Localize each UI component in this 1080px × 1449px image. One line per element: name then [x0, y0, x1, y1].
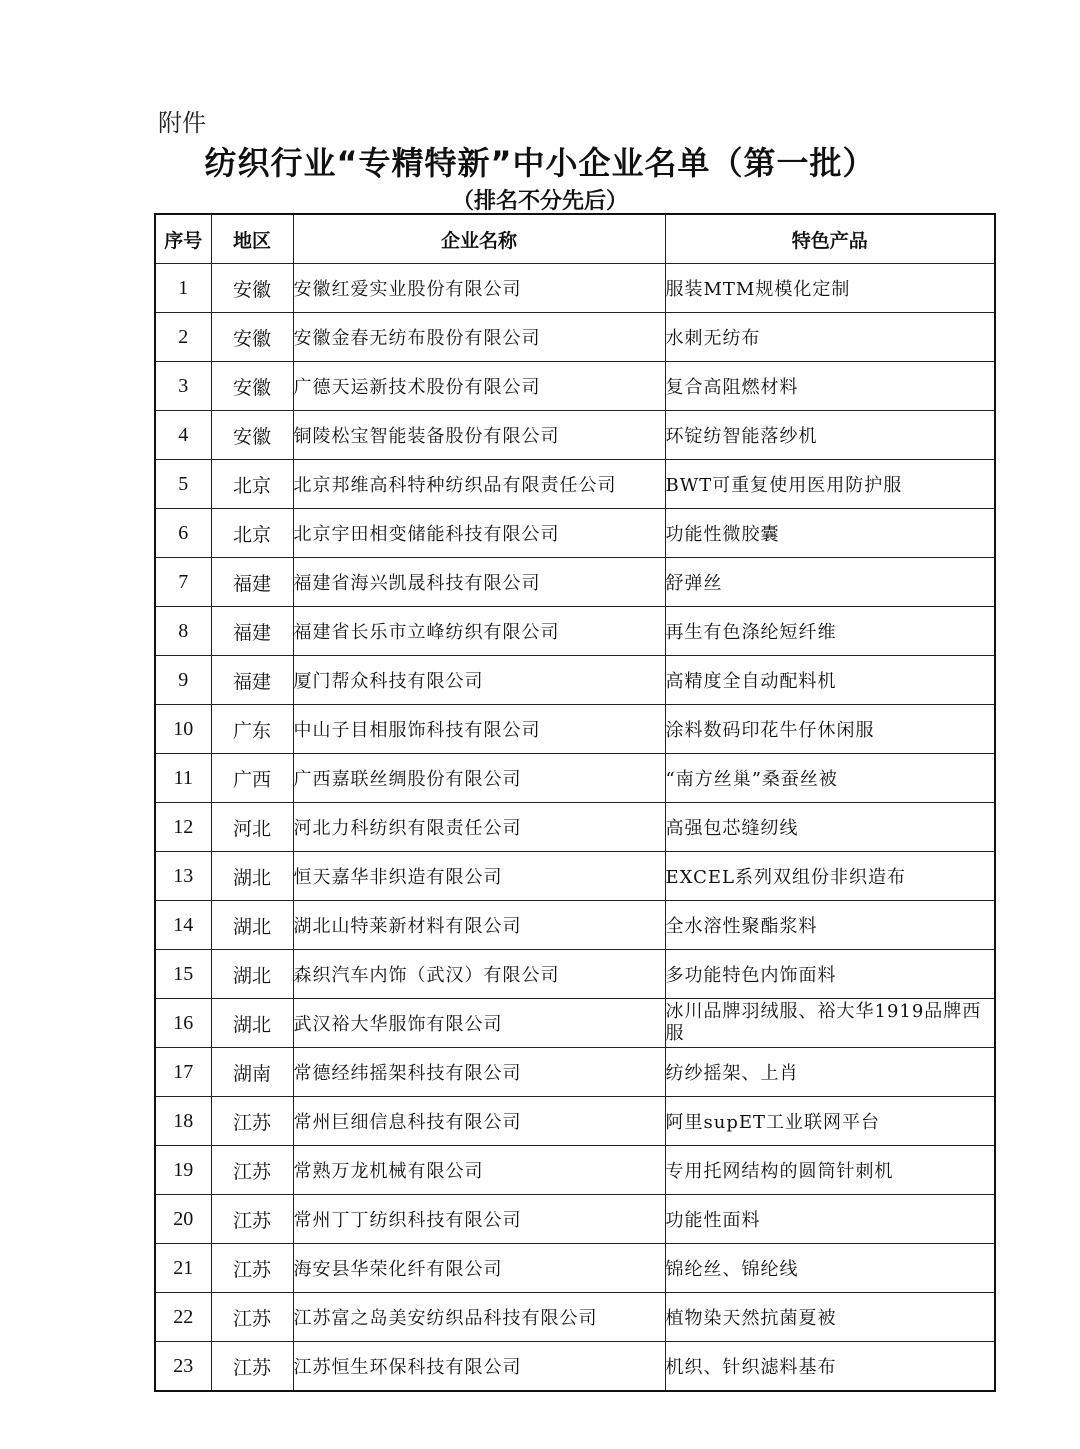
- company-name-cell: 常熟万龙机械有限公司: [293, 1146, 665, 1195]
- table-row: [155, 1097, 995, 1146]
- serial-number-cell: 13: [155, 852, 211, 901]
- serial-number-cell: 17: [155, 1048, 211, 1097]
- region-cell: 广东: [211, 705, 293, 754]
- company-name-cell: 常州巨细信息科技有限公司: [293, 1097, 665, 1146]
- serial-number-cell: 15: [155, 950, 211, 999]
- table-row: [155, 1195, 995, 1244]
- featured-product-cell: EXCEL系列双组份非织造布: [665, 852, 995, 901]
- header-serial-number: 序号: [155, 214, 211, 264]
- region-cell: 湖北: [211, 852, 293, 901]
- header-region: 地区: [211, 214, 293, 264]
- serial-number-cell: 22: [155, 1293, 211, 1342]
- featured-product-cell: 服装MTM规模化定制: [665, 264, 995, 313]
- featured-product-cell: 机织、针织滤料基布: [665, 1342, 995, 1392]
- company-name-cell: 广德天运新技术股份有限公司: [293, 362, 665, 411]
- serial-number-cell: 16: [155, 999, 211, 1048]
- company-name-cell: 武汉裕大华服饰有限公司: [293, 999, 665, 1048]
- table-row: [155, 1146, 995, 1195]
- serial-number-cell: 1: [155, 264, 211, 313]
- serial-number-cell: 14: [155, 901, 211, 950]
- attachment-label: 附件: [158, 109, 206, 137]
- featured-product-cell: 多功能特色内饰面料: [665, 950, 995, 999]
- company-name-cell: 广西嘉联丝绸股份有限公司: [293, 754, 665, 803]
- region-cell: 安徽: [211, 362, 293, 411]
- table-row: [155, 264, 995, 313]
- table-row: [155, 362, 995, 411]
- featured-product-cell: 功能性面料: [665, 1195, 995, 1244]
- region-cell: 福建: [211, 558, 293, 607]
- table-row: [155, 1244, 995, 1293]
- company-name-cell: 中山子目相服饰科技有限公司: [293, 705, 665, 754]
- featured-product-cell: 舒弹丝: [665, 558, 995, 607]
- featured-product-cell: 功能性微胶囊: [665, 509, 995, 558]
- table-row: [155, 558, 995, 607]
- featured-product-cell: 水刺无纺布: [665, 313, 995, 362]
- table-row: [155, 509, 995, 558]
- region-cell: 福建: [211, 656, 293, 705]
- header-featured-product: 特色产品: [665, 214, 995, 264]
- region-cell: 湖北: [211, 999, 293, 1048]
- table-row: [155, 313, 995, 362]
- featured-product-cell: 高精度全自动配料机: [665, 656, 995, 705]
- region-cell: 江苏: [211, 1342, 293, 1392]
- featured-product-cell: 冰川品牌羽绒服、裕大华1919品牌西服: [665, 999, 995, 1048]
- region-cell: 江苏: [211, 1244, 293, 1293]
- region-cell: 江苏: [211, 1293, 293, 1342]
- company-name-cell: 福建省海兴凯晟科技有限公司: [293, 558, 665, 607]
- company-name-cell: 北京宇田相变储能科技有限公司: [293, 509, 665, 558]
- serial-number-cell: 12: [155, 803, 211, 852]
- table-row: [155, 1293, 995, 1342]
- region-cell: 江苏: [211, 1195, 293, 1244]
- serial-number-cell: 21: [155, 1244, 211, 1293]
- company-name-cell: 常德经纬摇架科技有限公司: [293, 1048, 665, 1097]
- table-row: [155, 754, 995, 803]
- company-name-cell: 福建省长乐市立峰纺织有限公司: [293, 607, 665, 656]
- region-cell: 湖北: [211, 901, 293, 950]
- featured-product-cell: 全水溶性聚酯浆料: [665, 901, 995, 950]
- region-cell: 安徽: [211, 264, 293, 313]
- company-name-cell: 森织汽车内饰（武汉）有限公司: [293, 950, 665, 999]
- company-name-cell: 常州丁丁纺织科技有限公司: [293, 1195, 665, 1244]
- table-row: [155, 705, 995, 754]
- table-header-row: [155, 214, 995, 264]
- company-name-cell: 铜陵松宝智能装备股份有限公司: [293, 411, 665, 460]
- enterprise-table: [154, 213, 996, 1392]
- company-name-cell: 河北力科纺织有限责任公司: [293, 803, 665, 852]
- region-cell: 湖南: [211, 1048, 293, 1097]
- region-cell: 北京: [211, 460, 293, 509]
- document-subtitle: （排名不分先后）: [451, 189, 628, 214]
- table-row: [155, 460, 995, 509]
- featured-product-cell: 锦纶丝、锦纶线: [665, 1244, 995, 1293]
- company-name-cell: 北京邦维高科特种纺织品有限责任公司: [293, 460, 665, 509]
- featured-product-cell: 专用托网结构的圆筒针刺机: [665, 1146, 995, 1195]
- table-row: [155, 950, 995, 999]
- featured-product-cell: 涂料数码印花牛仔休闲服: [665, 705, 995, 754]
- region-cell: 安徽: [211, 313, 293, 362]
- header-company-name: 企业名称: [293, 214, 665, 264]
- region-cell: 江苏: [211, 1097, 293, 1146]
- table-row: [155, 656, 995, 705]
- company-name-cell: 安徽红爱实业股份有限公司: [293, 264, 665, 313]
- serial-number-cell: 18: [155, 1097, 211, 1146]
- featured-product-cell: 阿里supET工业联网平台: [665, 1097, 995, 1146]
- company-name-cell: 湖北山特莱新材料有限公司: [293, 901, 665, 950]
- table-row: [155, 803, 995, 852]
- featured-product-cell: BWT可重复使用医用防护服: [665, 460, 995, 509]
- document-title: 纺织行业“专精特新”中小企业名单（第一批）: [204, 144, 876, 182]
- region-cell: 福建: [211, 607, 293, 656]
- serial-number-cell: 6: [155, 509, 211, 558]
- region-cell: 北京: [211, 509, 293, 558]
- company-name-cell: 江苏恒生环保科技有限公司: [293, 1342, 665, 1392]
- table-row: [155, 901, 995, 950]
- serial-number-cell: 5: [155, 460, 211, 509]
- company-name-cell: 厦门帮众科技有限公司: [293, 656, 665, 705]
- serial-number-cell: 10: [155, 705, 211, 754]
- featured-product-cell: 纺纱摇架、上肖: [665, 1048, 995, 1097]
- region-cell: 江苏: [211, 1146, 293, 1195]
- table-row: [155, 1342, 995, 1392]
- company-name-cell: 恒天嘉华非织造有限公司: [293, 852, 665, 901]
- serial-number-cell: 9: [155, 656, 211, 705]
- serial-number-cell: 19: [155, 1146, 211, 1195]
- region-cell: 安徽: [211, 411, 293, 460]
- region-cell: 广西: [211, 754, 293, 803]
- featured-product-cell: “南方丝巢”桑蚕丝被: [665, 754, 995, 803]
- region-cell: 河北: [211, 803, 293, 852]
- table-row: [155, 411, 995, 460]
- featured-product-cell: 复合高阻燃材料: [665, 362, 995, 411]
- table-row: [155, 852, 995, 901]
- serial-number-cell: 3: [155, 362, 211, 411]
- featured-product-cell: 高强包芯缝纫线: [665, 803, 995, 852]
- serial-number-cell: 11: [155, 754, 211, 803]
- table-row: [155, 1048, 995, 1097]
- serial-number-cell: 23: [155, 1342, 211, 1392]
- serial-number-cell: 8: [155, 607, 211, 656]
- table-body: [155, 264, 995, 1392]
- serial-number-cell: 2: [155, 313, 211, 362]
- company-name-cell: 江苏富之岛美安纺织品科技有限公司: [293, 1293, 665, 1342]
- serial-number-cell: 20: [155, 1195, 211, 1244]
- company-name-cell: 安徽金春无纺布股份有限公司: [293, 313, 665, 362]
- featured-product-cell: 植物染天然抗菌夏被: [665, 1293, 995, 1342]
- region-cell: 湖北: [211, 950, 293, 999]
- featured-product-cell: 再生有色涤纶短纤维: [665, 607, 995, 656]
- company-name-cell: 海安县华荣化纤有限公司: [293, 1244, 665, 1293]
- featured-product-cell: 环锭纺智能落纱机: [665, 411, 995, 460]
- table-row: [155, 607, 995, 656]
- serial-number-cell: 4: [155, 411, 211, 460]
- table-row: [155, 999, 995, 1048]
- serial-number-cell: 7: [155, 558, 211, 607]
